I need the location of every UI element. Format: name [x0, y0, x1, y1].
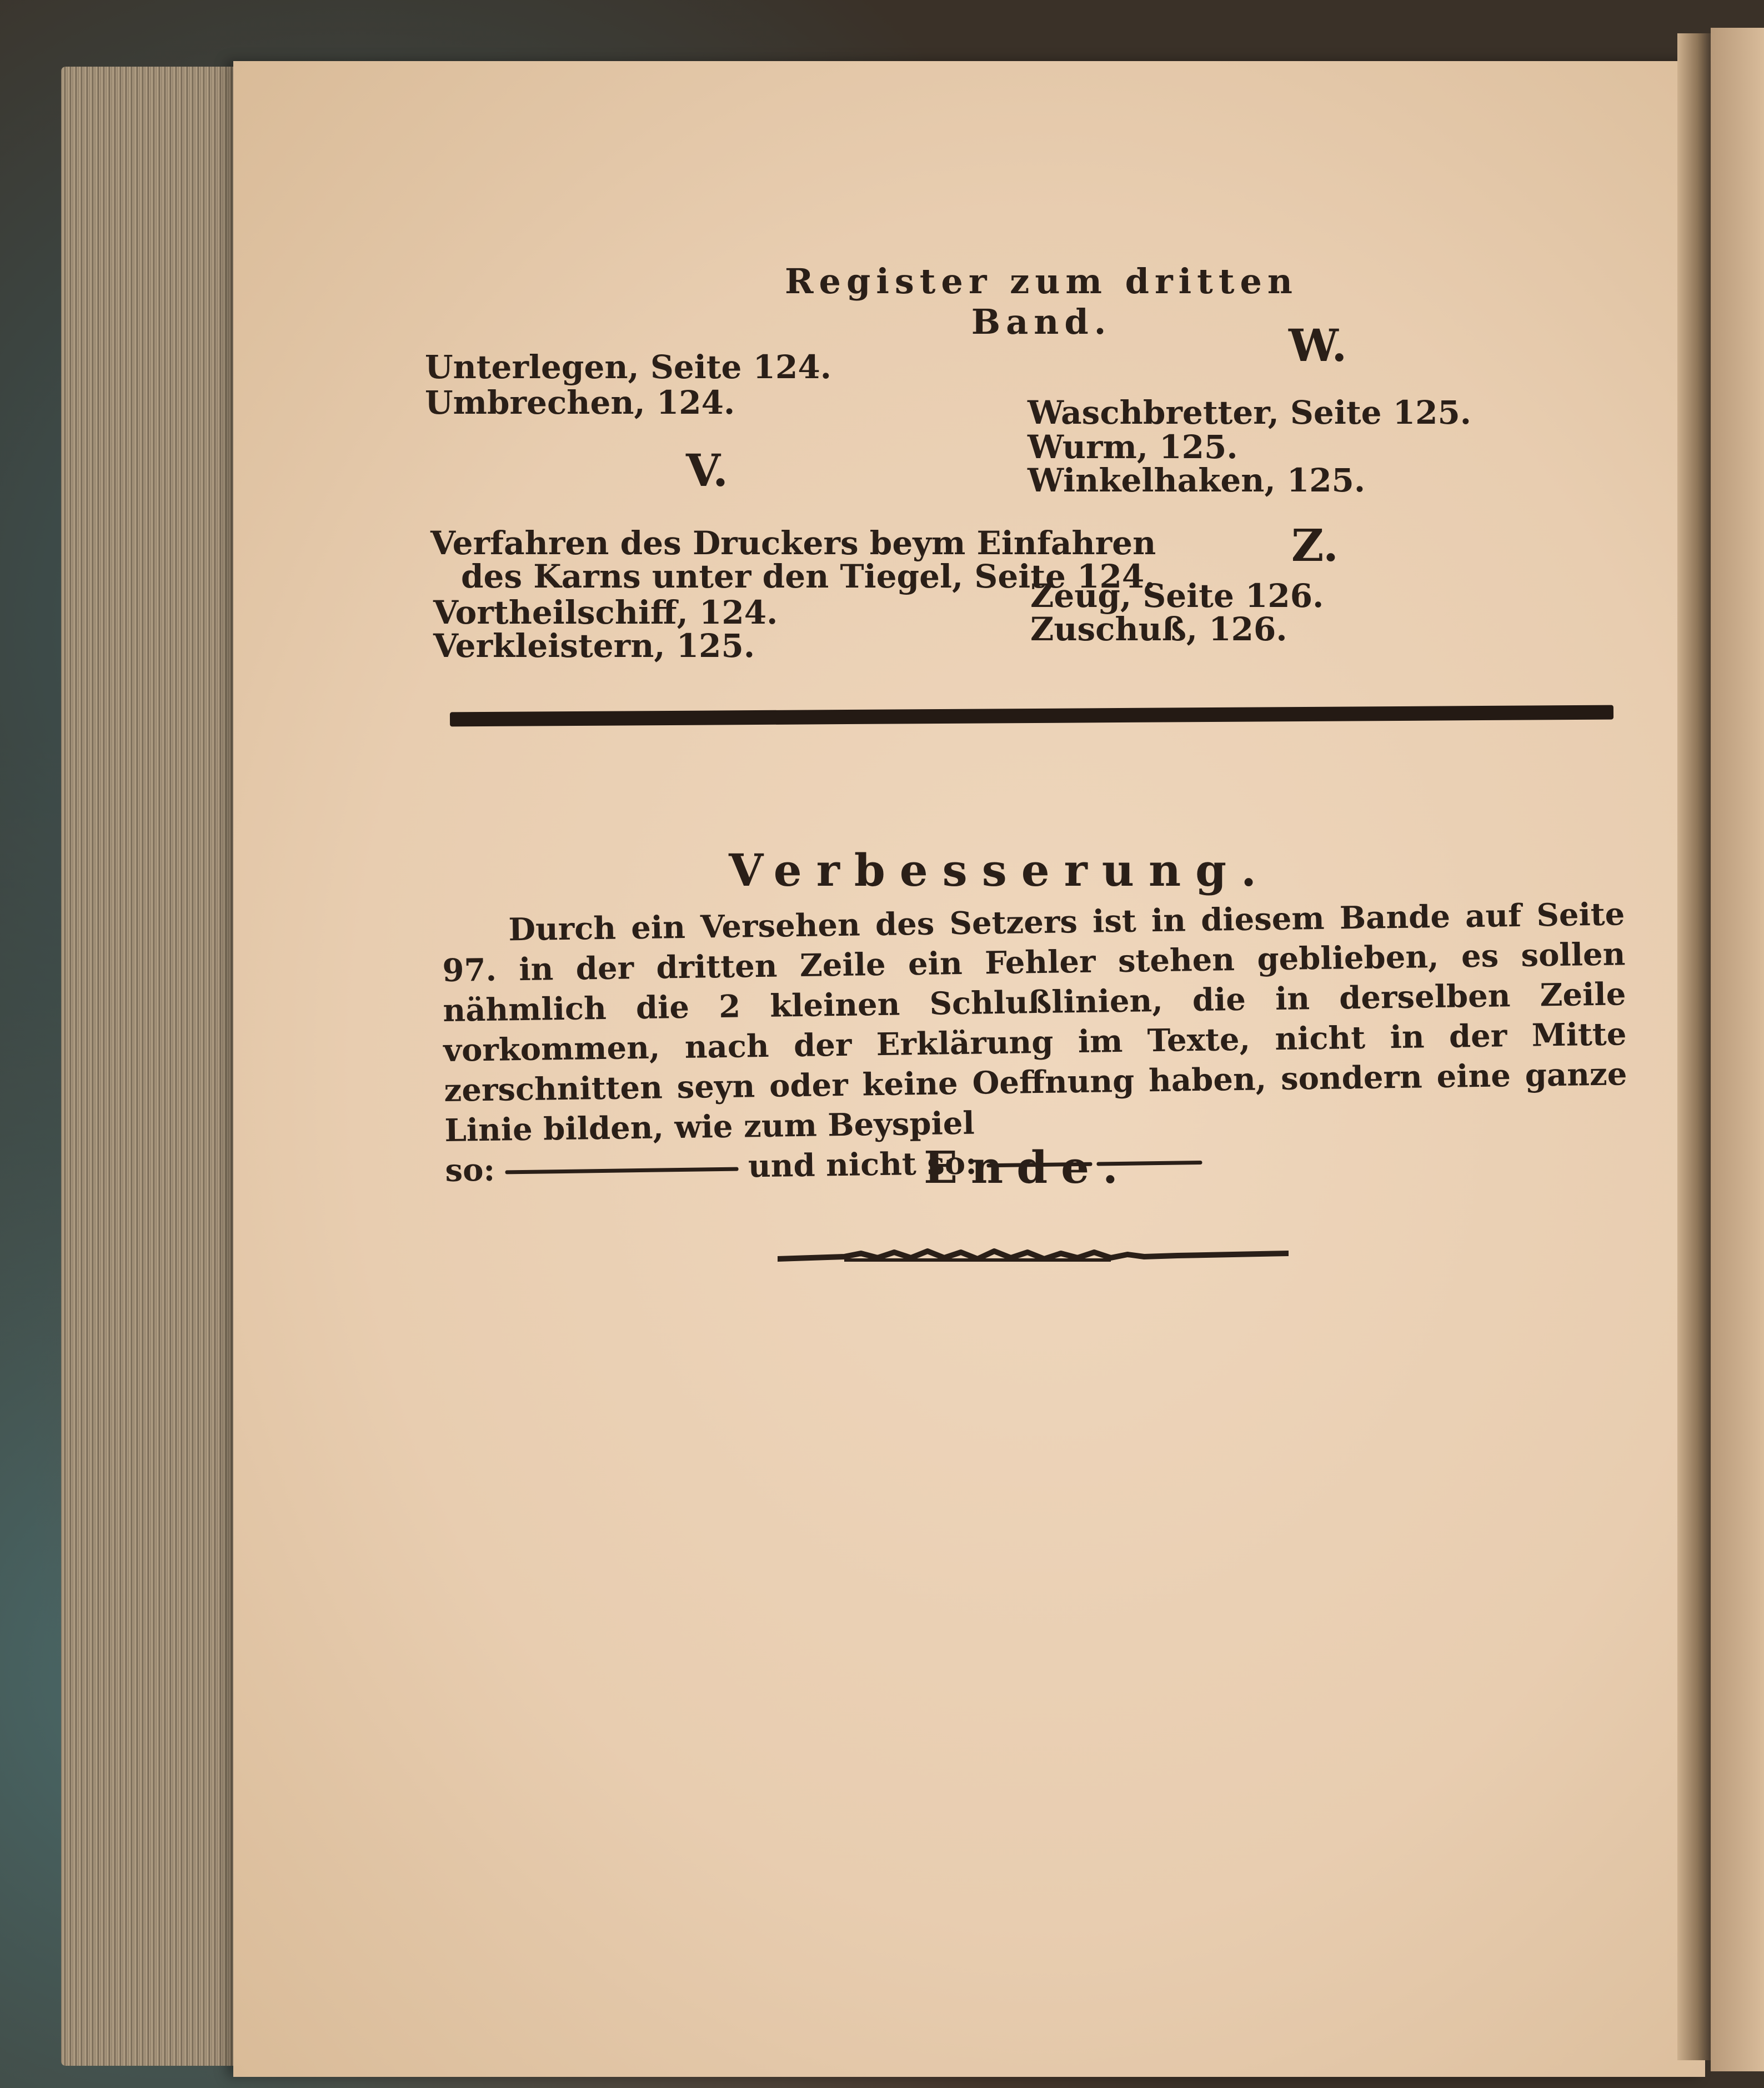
section-heading-v: V. — [686, 444, 728, 496]
register-entry: Wurm, 125. — [1028, 428, 1238, 466]
section-heading-w: W. — [1289, 319, 1347, 372]
section-heading-z: Z. — [1291, 519, 1339, 571]
register-entry: Waschbretter, Seite 125. — [1028, 394, 1472, 431]
register-entry: Unterlegen, Seite 124. — [425, 348, 831, 386]
register-entry: Winkelhaken, 125. — [1028, 461, 1366, 499]
book-gutter — [1677, 33, 1711, 2060]
correction-counter-example-label: und nicht so: — [748, 1145, 978, 1185]
end-label: Ende. — [924, 1141, 1131, 1193]
solid-rule-example — [505, 1167, 738, 1174]
register-entry: Zuschuß, 126. — [1030, 610, 1287, 648]
correction-text: Durch ein Versehen des Setzers ist in diesem Bande auf Seite 97. in der dritten Zeile ein Fehler stehen geblieben, es sollen nähmlich die 2 kleinen Schlußlinien, die in derselben Zeile vorkommen, nach der Erklärung im Texte, nicht in der Mitte zerschnitten seyn oder keine Oeffnung haben, sondern eine ganze Linie bilden, wie zum Beyspiel — [442, 896, 1627, 1149]
facing-page-edge — [1711, 28, 1764, 2071]
correction-example-label: so: — [445, 1151, 495, 1189]
register-entry: Verkleistern, 125. — [433, 627, 755, 665]
register-entry: Zeug, Seite 126. — [1030, 577, 1324, 615]
register-entry: Vortheilschiff, 124. — [433, 594, 778, 631]
correction-title: Verbesserung. — [729, 844, 1271, 896]
end-ornament — [778, 1241, 1289, 1274]
register-entry: Verfahren des Druckers beym Einfahren — [430, 524, 1156, 562]
page-block-edge — [61, 67, 244, 2066]
register-entry: des Karns unter den Tiegel, Seite 124. — [461, 558, 1156, 595]
register-entry: Umbrechen, 124. — [425, 384, 735, 421]
register-title: Register zum dritten Band. — [785, 261, 1298, 342]
